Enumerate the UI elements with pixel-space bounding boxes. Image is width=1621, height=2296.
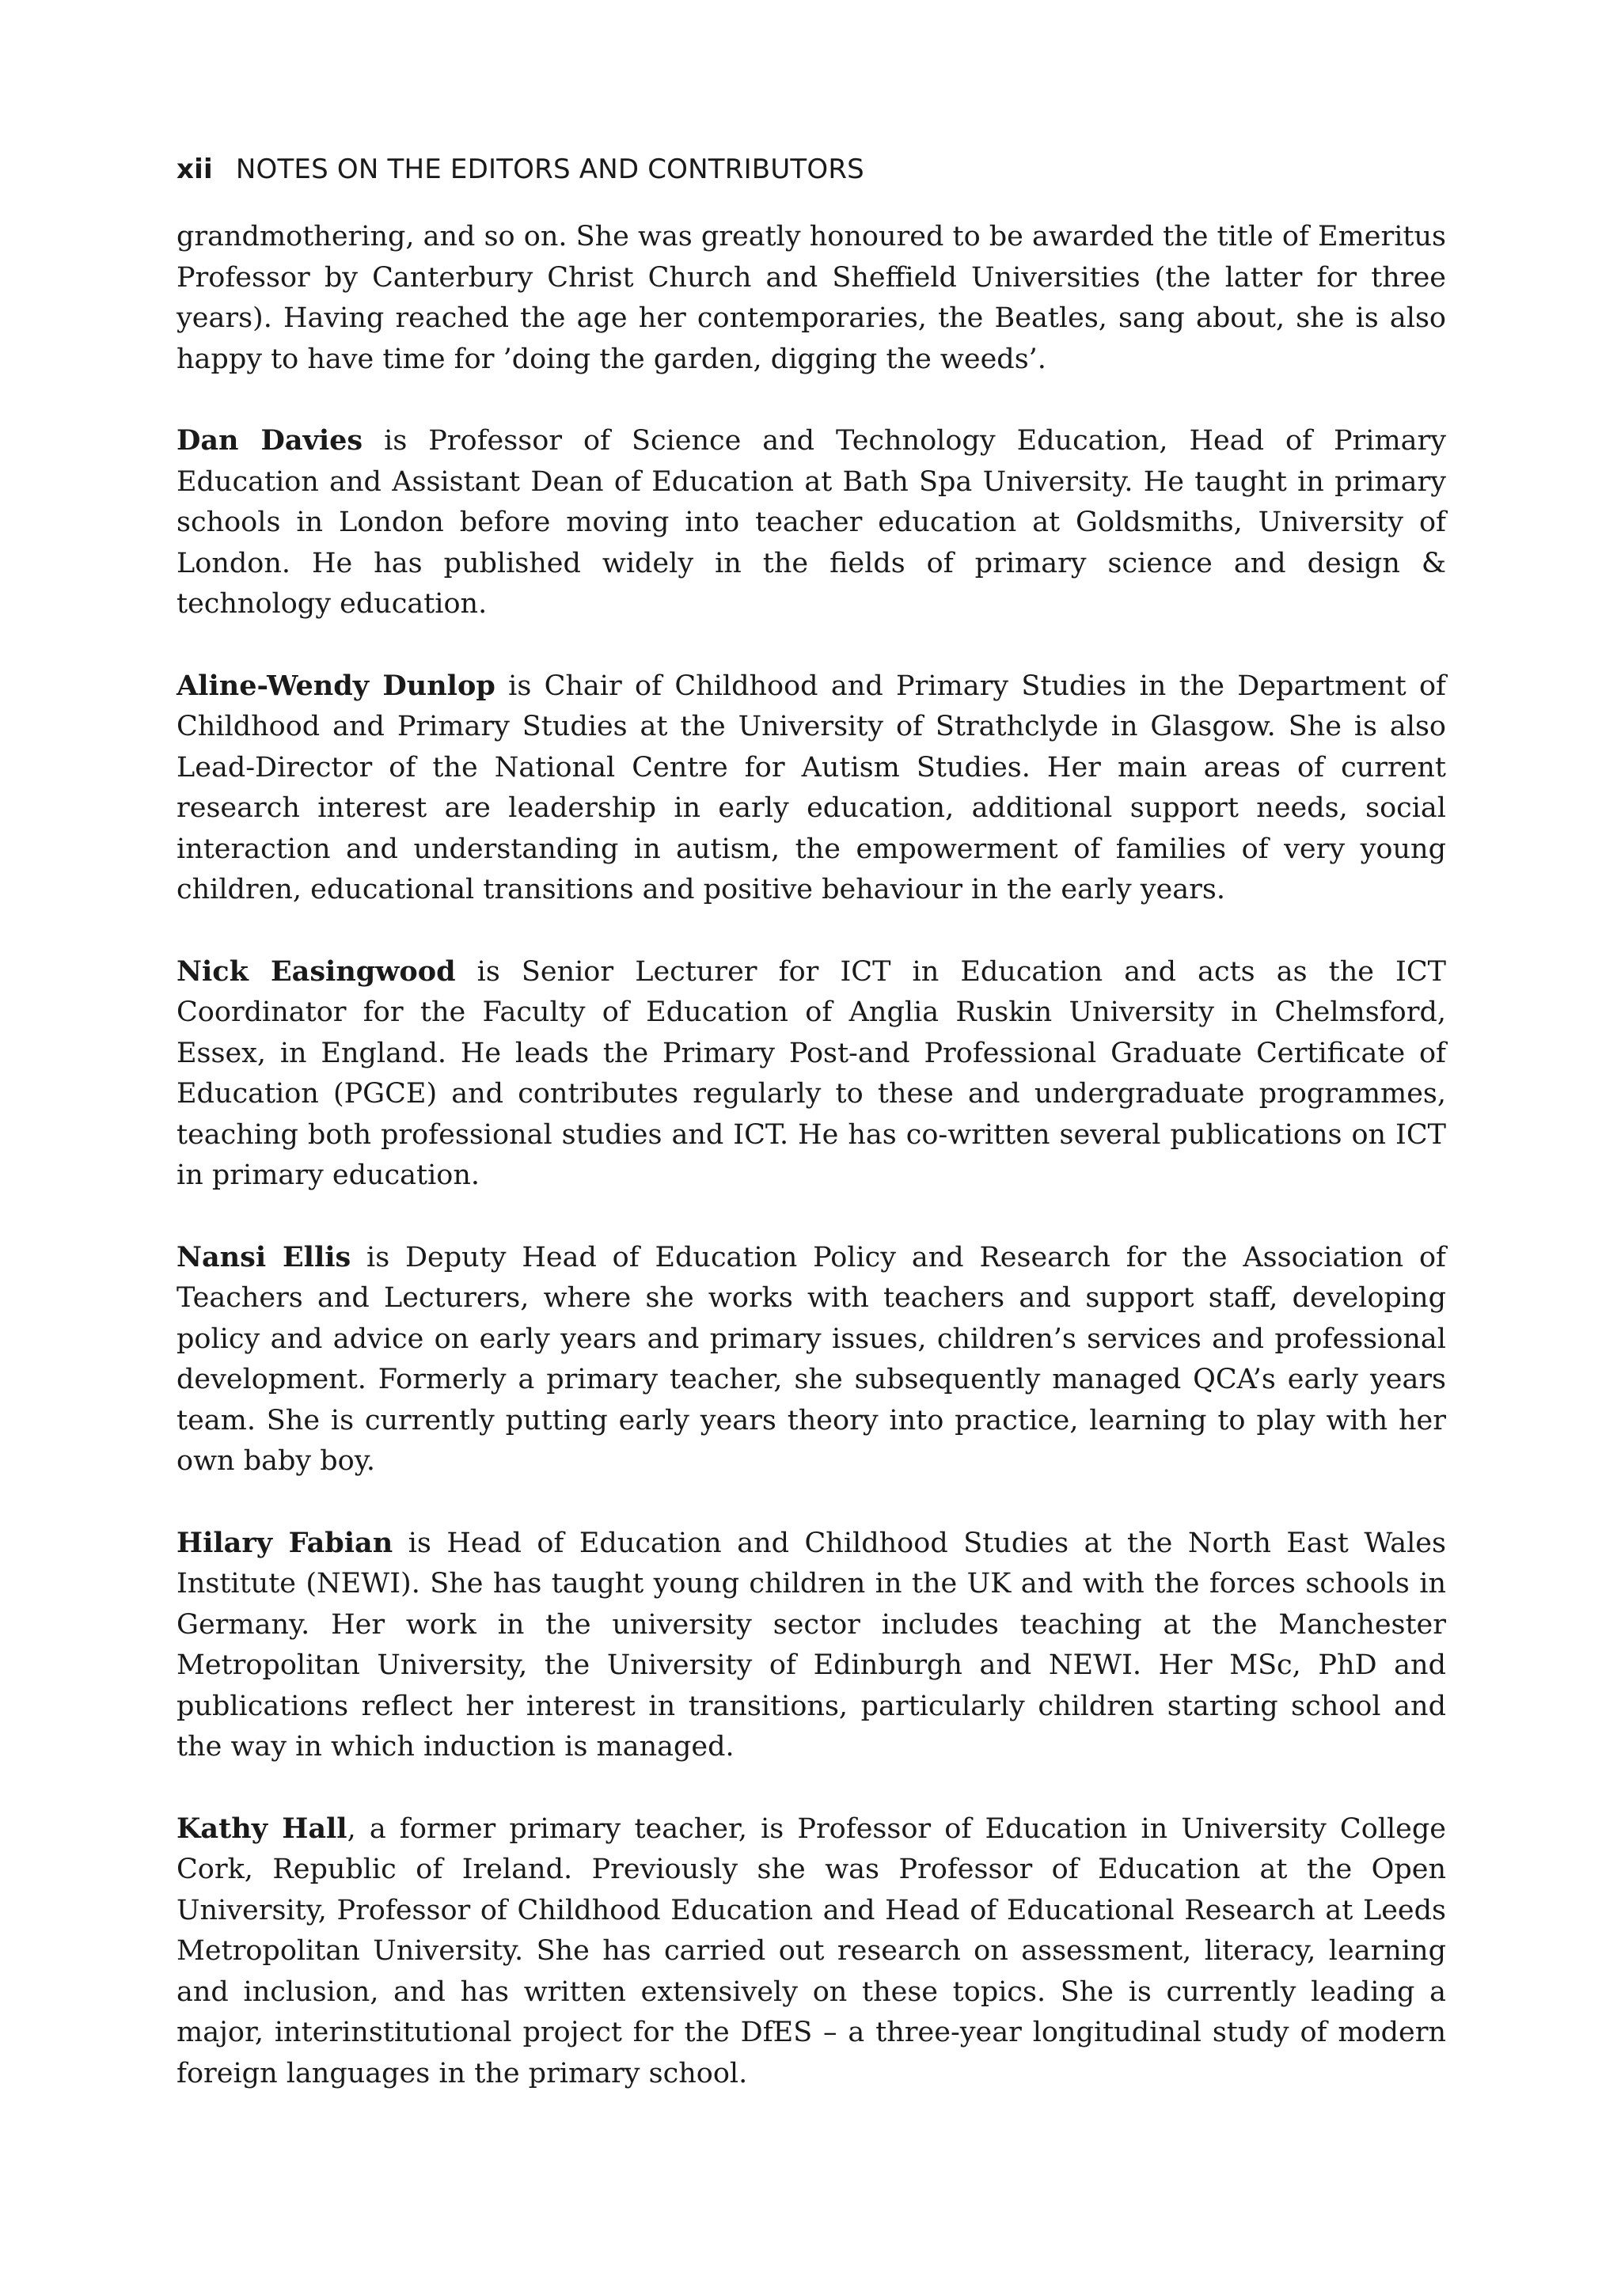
contributor-name: Nick Easingwood: [177, 954, 456, 988]
contributor-name: Kathy Hall: [177, 1812, 347, 1845]
contributor-bio: , a former primary teacher, is Professor of Education in University College Cork, Republic of Ireland. Previously she was Professor of Education at the Open University, Professor of Childhood Education and Head of Educational Research at Leeds Metropolitan University. She has carried out research on assessment, literacy, learning and inclusion, and has written extensively on these topics. She is currently leading a major, interinstitutional project for the DfES – a three-year longitudinal study of modern foreign languages in the primary school.: [177, 1812, 1446, 2089]
contributor-bio: is Chair of Childhood and Primary Studies in the Department of Childhood and Primary Studies at the University of Strathclyde in Glasgow. She is also Lead-Director of the National Centre for Autism Studies. Her main areas of current research interest are leadership in early education, additional support needs, social interaction and understanding in autism, the empowerment of families of very young children, educational transitions and positive behaviour in the early years.: [177, 670, 1446, 905]
contributor-name: Aline-Wendy Dunlop: [177, 669, 495, 702]
contributor-bio: is Head of Education and Childhood Studies at the North East Wales Institute (NEWI). She has taught young children in the UK and with the forces schools in Germany. Her work in the university sector includes teaching at the Manchester Metropolitan University, the University of Edinburgh and NEWI. Her MSc, PhD and publications reflect her interest in transitions, particularly children starting school and the way in which induction is managed.: [177, 1527, 1446, 1763]
contributor-name: Hilary Fabian: [177, 1526, 393, 1559]
contributor-entry: [177, 951, 1446, 1197]
page-number: xii: [177, 154, 213, 185]
contributor-name: Dan Davies: [177, 424, 363, 457]
contributor-entry: [177, 1523, 1446, 1768]
contributor-bio: is Senior Lecturer for ICT in Education and acts as the ICT Coordinator for the Faculty of Education of Anglia Ruskin University in Chelmsford, Essex, in England. He leads the Primary Post-and Professional Graduate Certificate of Education (PGCE) and contributes regularly to these and undergraduate programmes, teaching both professional studies and ICT. He has co-written several publications on ICT in primary education.: [177, 955, 1446, 1191]
running-head: [177, 150, 1446, 188]
contributor-entry: [177, 1808, 1446, 2095]
running-head-title: NOTES ON THE EDITORS AND CONTRIBUTORS: [235, 154, 864, 185]
contributor-name: Nansi Ellis: [177, 1240, 351, 1273]
contributor-entry: [177, 420, 1446, 625]
contributor-entry: [177, 666, 1446, 911]
book-page: [177, 150, 1446, 2135]
contributor-entry: [177, 1237, 1446, 1482]
continued-paragraph: grandmothering, and so on. She was greatly honoured to be awarded the title of Emeritus Professor by Canterbury Christ Church and Sheffield Universities (the latter for three years). Having reached the age her contemporaries, the Beatles, sang about, she is also happy to have time for ’doing the garden, digging the weeds’.: [177, 221, 1446, 375]
contributor-bio: is Professor of Science and Technology Education, Head of Primary Education and Assistant Dean of Education at Bath Spa University. He taught in primary schools in London before moving into teacher education at Goldsmiths, University of London. He has published widely in the fields of primary science and design & technology education.: [177, 425, 1447, 620]
contributor-bio: is Deputy Head of Education Policy and Research for the Association of Teachers and Lecturers, where she works with teachers and support staff, developing policy and advice on early years and primary issues, children’s services and professional development. Formerly a primary teacher, she subsequently managed QCA’s early years team. She is currently putting early years theory into practice, learning to play with her own baby boy.: [177, 1241, 1446, 1477]
